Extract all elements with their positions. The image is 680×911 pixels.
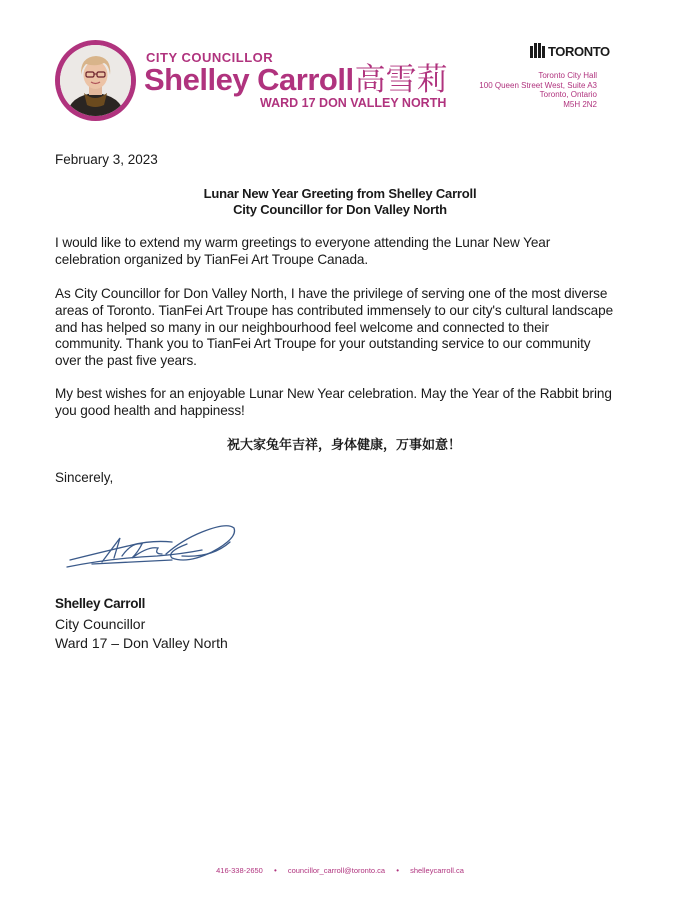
closing: Sincerely, xyxy=(55,470,114,485)
paragraph-3: My best wishes for an enjoyable Lunar New Year celebration. May the Year of the Rabbit bring you good health and happiness! xyxy=(55,386,612,418)
address-line: Toronto City Hall xyxy=(538,71,597,80)
subject-line-1: Lunar New Year Greeting from Shelley Carroll xyxy=(203,186,477,201)
footer-separator: • xyxy=(273,866,277,875)
header-name-text: Shelley Carroll xyxy=(144,62,354,97)
signer-title: City Councillor xyxy=(55,616,146,632)
address-line: M5H 2N2 xyxy=(563,99,597,109)
address-line: 100 Queen Street West, Suite A3 xyxy=(479,80,597,90)
header-name xyxy=(144,62,448,98)
footer-separator: • xyxy=(396,866,399,875)
city-hall-address xyxy=(479,71,597,109)
header-ward: WARD 17 DON VALLEY NORTH xyxy=(260,96,447,110)
footer-contact xyxy=(0,866,680,875)
paragraph-1: I would like to extend my warm greetings to everyone attending the Lunar New Year celebration organized by TianFei Art Troupe Canada. xyxy=(55,235,551,267)
header-chinese-name: 高雪莉 xyxy=(354,62,448,97)
footer-email[interactable]: councillor_carroll@toronto.ca xyxy=(287,866,386,875)
toronto-wordmark: TORONTO xyxy=(548,44,610,59)
signature-image xyxy=(62,512,242,574)
chinese-greeting: 祝大家兔年吉祥，身体健康，万事如意！ xyxy=(226,437,461,452)
councillor-photo xyxy=(55,40,136,121)
footer-website[interactable]: shelleycarroll.ca xyxy=(410,866,464,875)
signer-ward: Ward 17 – Don Valley North xyxy=(55,635,228,651)
paragraph-2: As City Councillor for Don Valley North, I have the privilege of serving one of the most diverse areas of Toronto. TianFei Art Troupe has contributed immensely to our city's cultural landscape and has helped so many in our neighbourhood feel welcome and connected to their community. Thank you to TianFei Art Troupe for your outstanding service to our community over the past five years. xyxy=(55,286,614,369)
signer-name: Shelley Carroll xyxy=(55,596,146,611)
footer-phone: 416-338-2650 xyxy=(216,866,263,875)
address-line: Toronto, Ontario xyxy=(539,90,597,99)
subject-line-2: City Councillor for Don Valley North xyxy=(233,202,447,217)
letter-date: February 3, 2023 xyxy=(55,152,158,167)
letter-subject xyxy=(0,186,680,218)
header-role: CITY COUNCILLOR xyxy=(146,50,274,65)
